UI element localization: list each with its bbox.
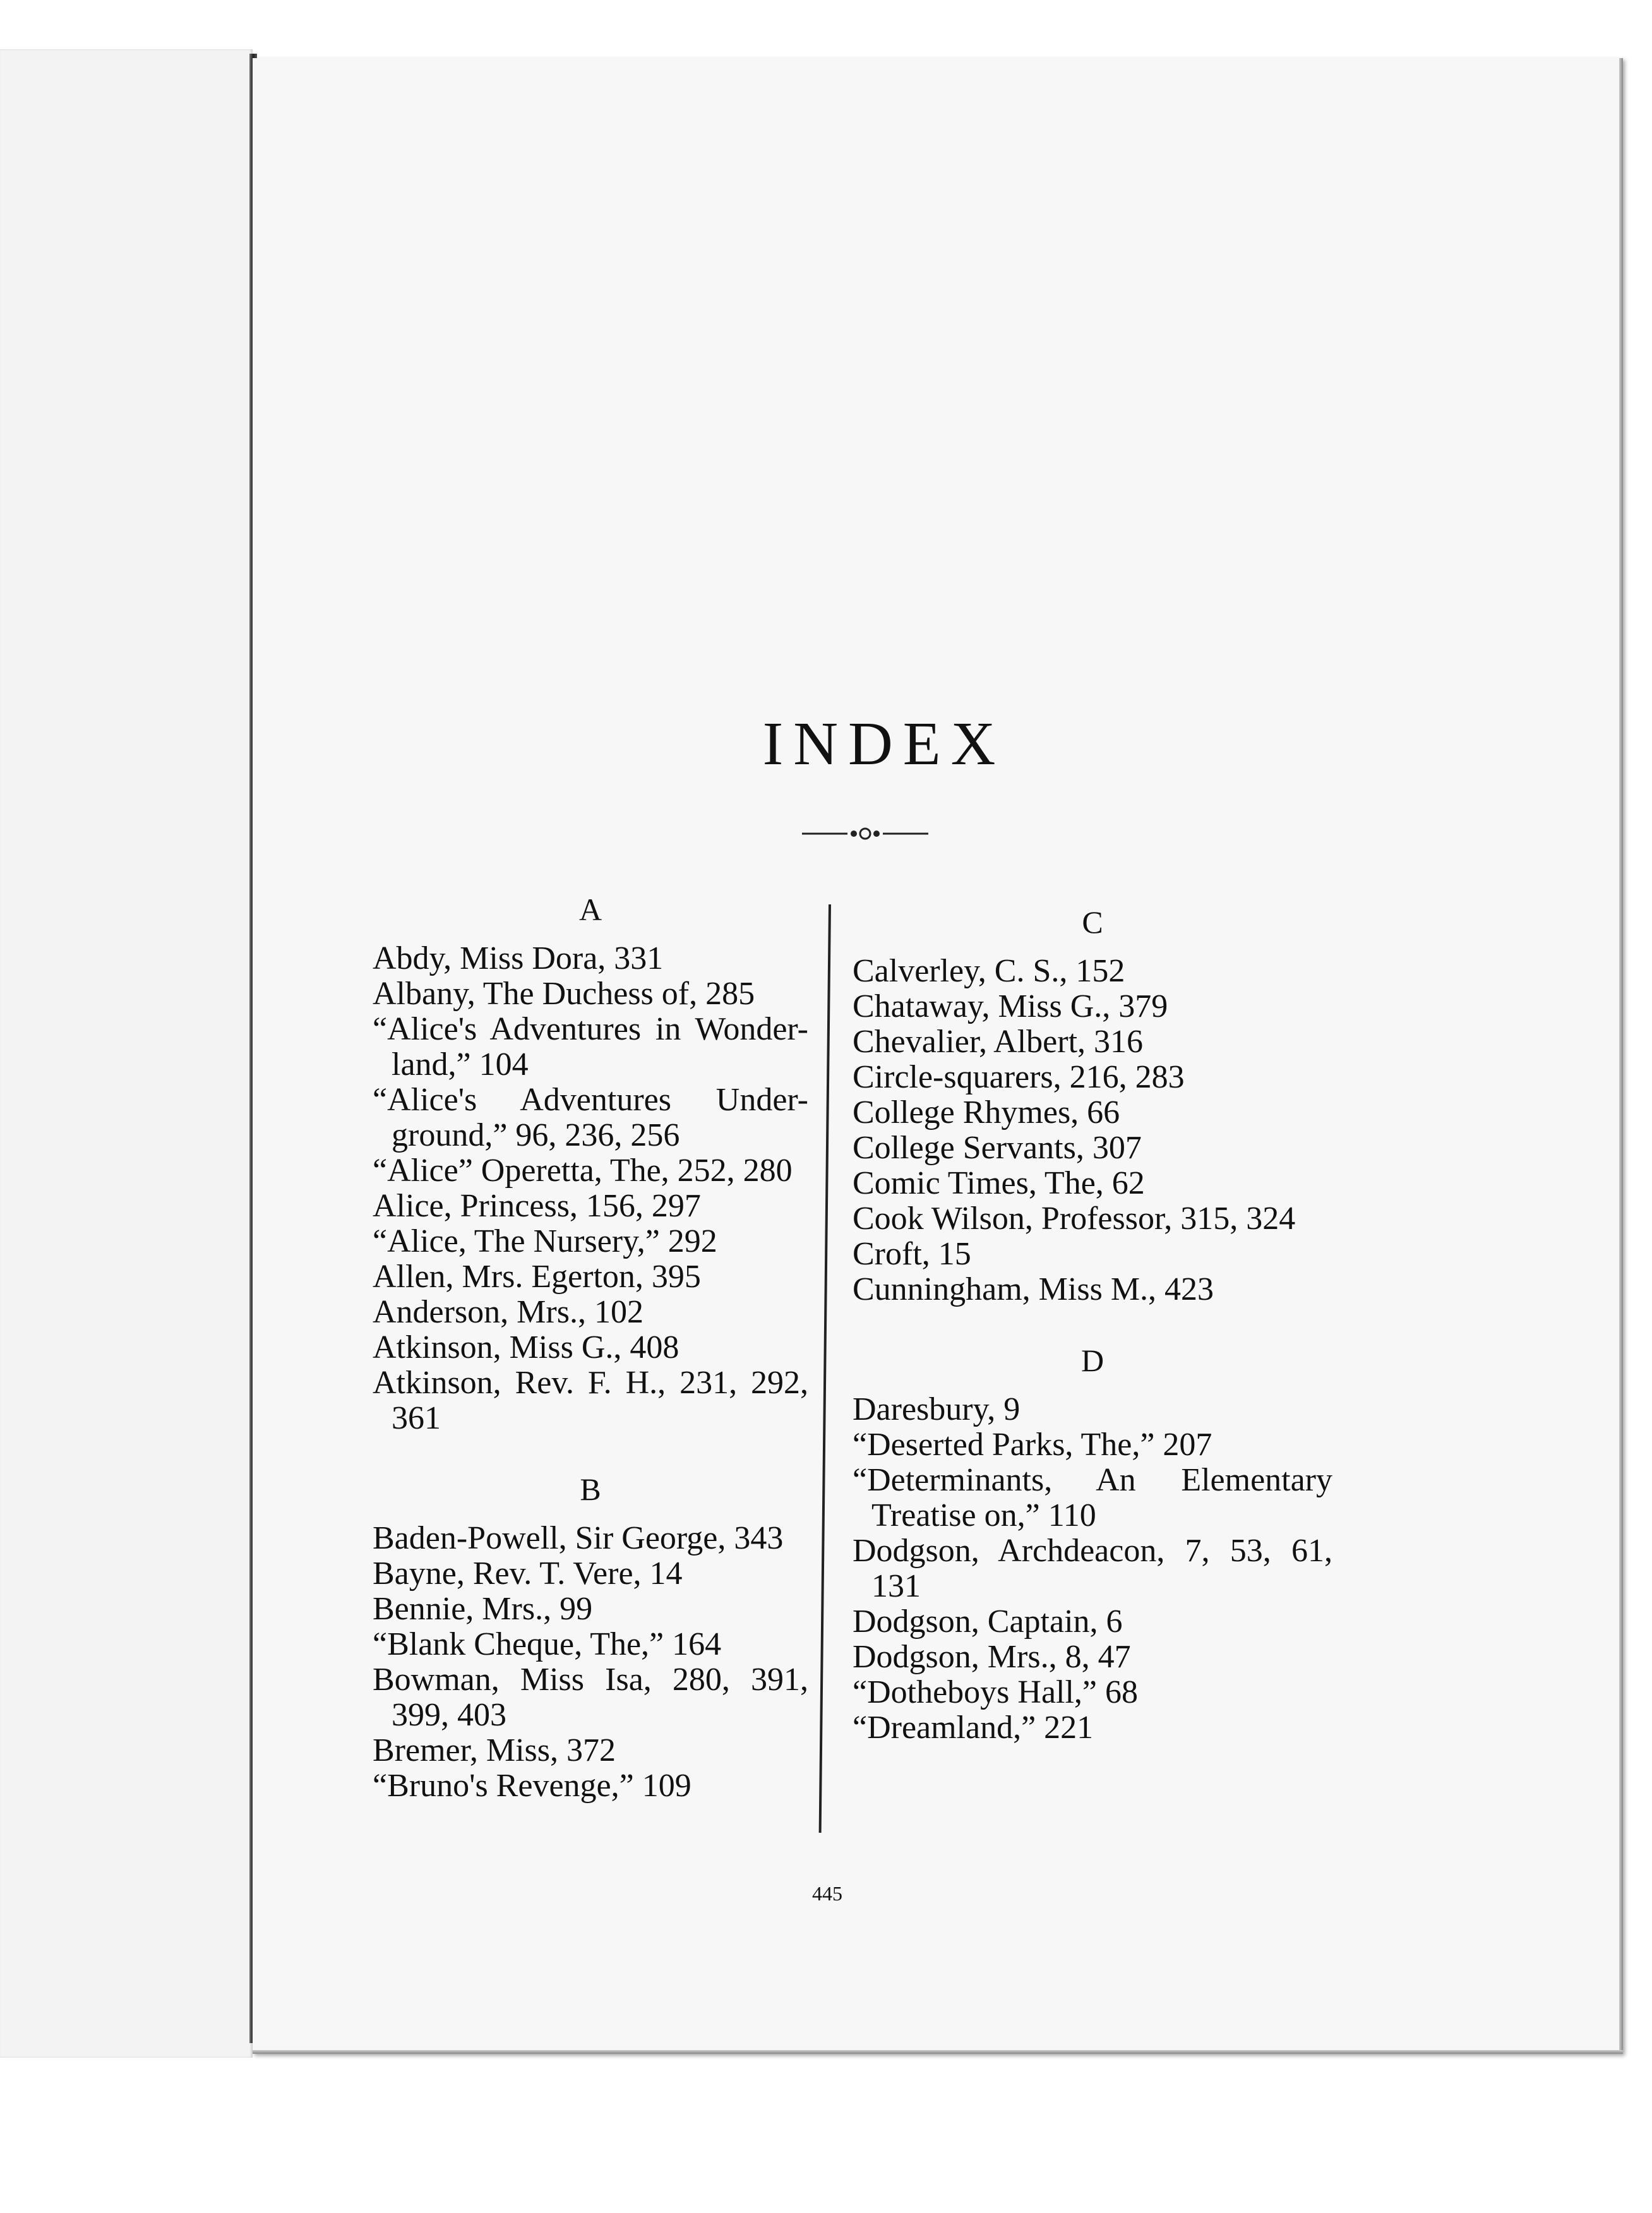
- index-entry: “Bruno's Revenge,” 109: [373, 1768, 691, 1804]
- column-divider: [819, 904, 831, 1833]
- page-edge: [1619, 58, 1623, 2054]
- index-entry: Bremer, Miss, 372: [373, 1732, 616, 1768]
- index-section-a: [373, 892, 808, 1436]
- index-entry: Baden-Powell, Sir George, 343: [373, 1520, 784, 1556]
- page-number: 445: [812, 1882, 842, 1905]
- index-entry: “Alice's Adventures in Wonder-land,” 104: [373, 1011, 808, 1083]
- section-letter: C: [1082, 904, 1103, 940]
- index-entry: College Rhymes, 66: [853, 1095, 1120, 1130]
- index-entry: “Alice, The Nursery,” 292: [373, 1223, 717, 1259]
- index-section-b: [373, 1472, 808, 1804]
- index-entry: Bennie, Mrs., 99: [373, 1591, 593, 1627]
- index-entry: Bayne, Rev. T. Vere, 14: [373, 1556, 683, 1592]
- page-title: INDEX: [762, 710, 1006, 778]
- index-entry: Allen, Mrs. Egerton, 395: [373, 1259, 701, 1295]
- index-entry: “Blank Cheque, The,” 164: [373, 1626, 722, 1662]
- index-entry: Circle-squarers, 216, 283: [853, 1059, 1185, 1095]
- section-letter: D: [1080, 1343, 1104, 1378]
- index-entry: Chevalier, Albert, 316: [853, 1024, 1144, 1060]
- ornament-divider: [802, 825, 928, 842]
- index-section-d: [853, 1343, 1332, 1746]
- index-entry: Dodgson, Mrs., 8, 47: [853, 1639, 1131, 1675]
- index-entry: Atkinson, Miss G., 408: [373, 1329, 679, 1365]
- index-entry: Cunningham, Miss M., 423: [853, 1271, 1214, 1307]
- index-entry: College Servants, 307: [853, 1130, 1142, 1166]
- index-entry: “Alice” Operetta, The, 252, 280: [373, 1153, 793, 1189]
- index-entry: Comic Times, The, 62: [853, 1165, 1145, 1201]
- index-entry: “Dreamland,” 221: [853, 1710, 1094, 1746]
- index-entry: Dodgson, Captain, 6: [853, 1604, 1123, 1640]
- index-entry: “Determinants, An Elementary Treatise on,” 110: [853, 1462, 1332, 1533]
- index-page: [253, 58, 1623, 2054]
- page-edge: [253, 2050, 1623, 2054]
- index-entry: “Dotheboys Hall,” 68: [853, 1674, 1139, 1710]
- previous-page-edge: [0, 49, 253, 2058]
- index-entry: Albany, The Duchess of, 285: [373, 976, 755, 1012]
- index-entry: Abdy, Miss Dora, 331: [373, 940, 664, 976]
- index-section-c: [853, 904, 1332, 1307]
- index-entry: Cook Wilson, Professor, 315, 324: [853, 1201, 1296, 1237]
- index-entry: Alice, Princess, 156, 297: [373, 1188, 701, 1224]
- index-entry: Atkinson, Rev. F. H., 231, 292, 361: [373, 1365, 808, 1436]
- index-column-right: [853, 904, 1332, 1746]
- index-entry: “Deserted Parks, The,” 207: [853, 1427, 1212, 1463]
- index-entry: “Alice's Adventures Under-ground,” 96, 236, 256: [373, 1082, 808, 1153]
- section-letter: A: [578, 892, 602, 927]
- index-entry: Chataway, Miss G., 379: [853, 988, 1168, 1024]
- index-entry: Calverley, C. S., 152: [853, 953, 1125, 989]
- index-entry: Croft, 15: [853, 1236, 971, 1272]
- section-letter: B: [580, 1472, 601, 1507]
- index-entry: Bowman, Miss Isa, 280, 391, 399, 403: [373, 1662, 808, 1733]
- index-entry: Daresbury, 9: [853, 1391, 1021, 1427]
- index-entry: Anderson, Mrs., 102: [373, 1294, 643, 1330]
- index-column-left: [373, 892, 808, 1804]
- index-entry: Dodgson, Archdeacon, 7, 53, 61, 131: [853, 1533, 1332, 1604]
